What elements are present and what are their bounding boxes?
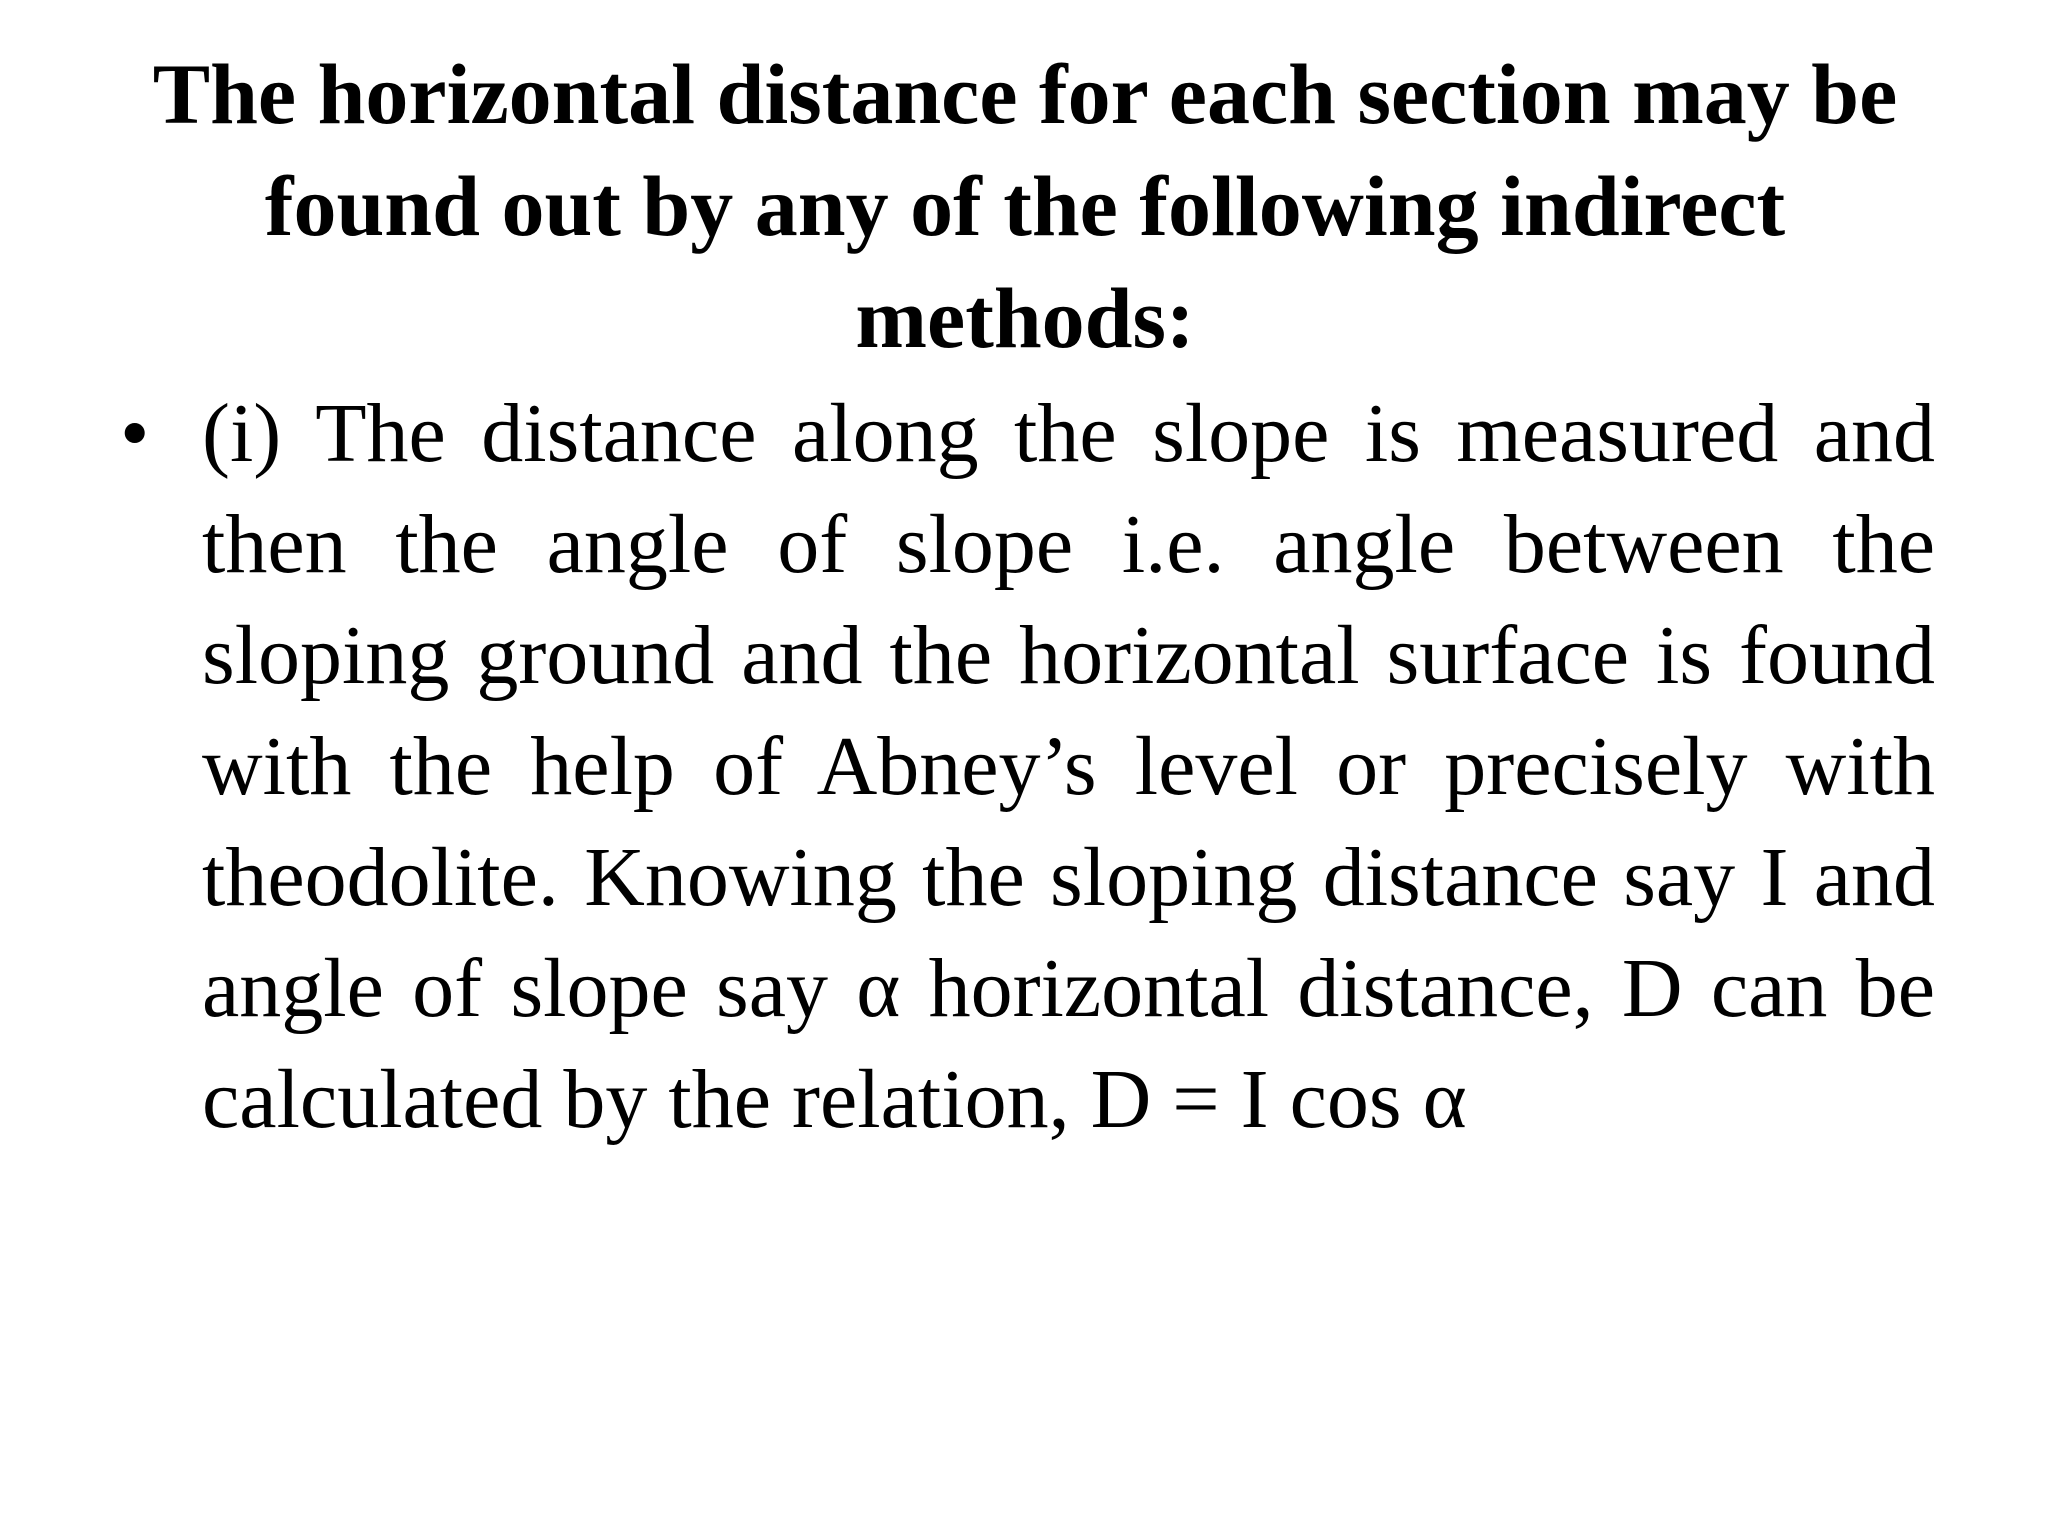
bullet-list xyxy=(120,378,1935,1155)
slide-title: The horizontal distance for each section may be found out by any of the following indirect methods: xyxy=(152,46,1898,366)
bullet-marker: • xyxy=(120,387,150,480)
bullet-item xyxy=(120,378,1935,1155)
bullet-text: (i) The distance along the slope is measured and then the angle of slope i.e. angle between the sloping ground and the horizontal surface is found with the help of Abney’s level or precisely with theodolite. Knowing the sloping distance say I and angle of slope say α horizontal distance, D can be calculated by the relation, D = I cos α xyxy=(202,387,1935,1146)
